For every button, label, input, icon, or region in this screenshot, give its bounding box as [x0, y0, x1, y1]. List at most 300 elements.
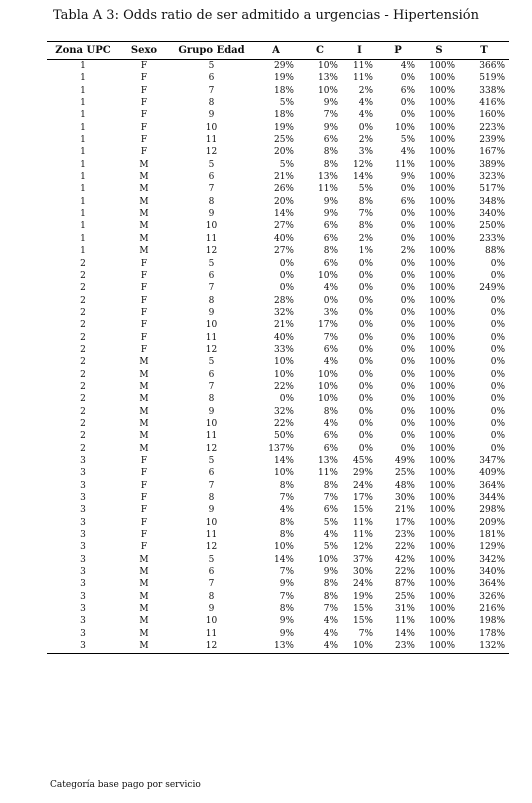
cell-sexo: F — [140, 110, 148, 121]
table-caption: Tabla A 3: Odds ratio de ser admitido a urgencias - Hipertensión — [53, 8, 479, 23]
cell-zona-upc: 3 — [80, 591, 86, 602]
cell-grupo-edad: 5 — [208, 159, 215, 170]
cell-a: 20% — [273, 196, 294, 207]
cell-c: 3% — [323, 307, 338, 318]
cell-a: 0% — [279, 394, 294, 405]
cell-sexo: M — [139, 418, 149, 429]
cell-t: 0% — [490, 406, 505, 417]
cell-grupo-edad: 7 — [208, 579, 215, 590]
cell-i: 0% — [358, 344, 373, 355]
table-row — [47, 480, 509, 492]
cell-grupo-edad: 10 — [205, 320, 218, 331]
cell-s: 100% — [429, 418, 455, 429]
cell-s: 100% — [429, 283, 455, 294]
cell-t: 326% — [479, 591, 505, 602]
cell-s: 100% — [429, 196, 455, 207]
cell-s: 100% — [429, 98, 455, 109]
cell-a: 20% — [273, 147, 294, 158]
cell-a: 137% — [268, 443, 294, 454]
cell-a: 28% — [273, 295, 294, 306]
cell-sexo: F — [140, 542, 148, 553]
cell-p: 0% — [400, 233, 415, 244]
cell-zona-upc: 1 — [80, 221, 86, 232]
header-t: T — [459, 42, 509, 60]
cell-sexo: F — [140, 480, 148, 491]
cell-t: 364% — [479, 579, 505, 590]
cell-sexo: M — [139, 381, 149, 392]
cell-s: 100% — [429, 591, 455, 602]
cell-i: 30% — [352, 567, 373, 578]
cell-zona-upc: 3 — [80, 493, 86, 504]
cell-s: 100% — [429, 517, 455, 528]
cell-zona-upc: 2 — [80, 307, 86, 318]
cell-t: 0% — [490, 270, 505, 281]
cell-p: 0% — [400, 369, 415, 380]
cell-c: 5% — [323, 517, 338, 528]
cell-i: 1% — [358, 246, 373, 257]
cell-zona-upc: 1 — [80, 135, 86, 146]
cell-s: 100% — [429, 147, 455, 158]
cell-zona-upc: 3 — [80, 567, 86, 578]
cell-s: 100% — [429, 209, 455, 220]
cell-zona-upc: 1 — [80, 110, 86, 121]
cell-a: 21% — [273, 320, 294, 331]
cell-c: 6% — [323, 233, 338, 244]
table-row — [47, 640, 509, 653]
cell-i: 29% — [352, 468, 373, 479]
table-row — [47, 208, 509, 220]
cell-s: 100% — [429, 493, 455, 504]
cell-i: 0% — [358, 418, 373, 429]
cell-i: 11% — [352, 73, 373, 84]
table-row — [47, 628, 509, 640]
cell-a: 7% — [279, 567, 294, 578]
table-row — [47, 603, 509, 615]
cell-zona-upc: 2 — [80, 283, 86, 294]
table-row — [47, 134, 509, 146]
cell-sexo: F — [140, 468, 148, 479]
cell-grupo-edad: 10 — [205, 221, 218, 232]
cell-t: 0% — [490, 307, 505, 318]
table-body — [47, 60, 509, 654]
cell-i: 24% — [352, 579, 373, 590]
cell-i: 8% — [358, 196, 373, 207]
cell-t: 0% — [490, 394, 505, 405]
cell-c: 10% — [317, 369, 338, 380]
cell-sexo: M — [139, 357, 149, 368]
cell-sexo: F — [140, 505, 148, 516]
cell-c: 4% — [323, 418, 338, 429]
cell-s: 100% — [429, 246, 455, 257]
cell-c: 6% — [323, 258, 338, 269]
cell-sexo: F — [140, 283, 148, 294]
cell-a: 50% — [273, 431, 294, 442]
cell-sexo: M — [139, 184, 149, 195]
cell-c: 10% — [317, 554, 338, 565]
header-sexo: Sexo — [119, 42, 169, 60]
cell-a: 9% — [279, 628, 294, 639]
cell-grupo-edad: 6 — [208, 567, 215, 578]
cell-p: 0% — [400, 270, 415, 281]
cell-sexo: F — [140, 98, 148, 109]
cell-p: 0% — [400, 320, 415, 331]
cell-t: 519% — [479, 73, 505, 84]
cell-s: 100% — [429, 73, 455, 84]
cell-i: 2% — [358, 85, 373, 96]
cell-t: 0% — [490, 357, 505, 368]
cell-c: 10% — [317, 270, 338, 281]
table-row — [47, 183, 509, 195]
table-row — [47, 443, 509, 455]
cell-s: 100% — [429, 628, 455, 639]
cell-t: 181% — [479, 530, 505, 541]
cell-sexo: M — [139, 579, 149, 590]
cell-sexo: M — [139, 591, 149, 602]
cell-grupo-edad: 12 — [205, 443, 218, 454]
cell-a: 21% — [273, 172, 294, 183]
cell-zona-upc: 1 — [80, 73, 86, 84]
cell-c: 10% — [317, 394, 338, 405]
table-row — [47, 159, 509, 171]
table-row — [47, 60, 509, 73]
cell-grupo-edad: 12 — [169, 640, 254, 653]
table-row — [47, 97, 509, 109]
cell-t: 338% — [479, 85, 505, 96]
cell-sexo: F — [140, 147, 148, 158]
cell-grupo-edad: 11 — [205, 530, 218, 541]
cell-i: 11% — [352, 530, 373, 541]
cell-grupo-edad: 8 — [208, 98, 215, 109]
cell-c: 9% — [323, 122, 338, 133]
cell-c: 4% — [323, 283, 338, 294]
table-row — [47, 517, 509, 529]
table-row — [47, 332, 509, 344]
table-row — [47, 109, 509, 121]
cell-i: 11% — [352, 61, 373, 71]
cell-a: 26% — [273, 184, 294, 195]
cell-grupo-edad: 12 — [205, 542, 218, 553]
table-row — [47, 122, 509, 134]
cell-zona-upc: 2 — [80, 381, 86, 392]
cell-s: 100% — [419, 640, 459, 653]
cell-t: 348% — [479, 196, 505, 207]
cell-a: 22% — [273, 381, 294, 392]
cell-a: 10% — [273, 468, 294, 479]
cell-t: 0% — [490, 431, 505, 442]
cell-i: 2% — [358, 135, 373, 146]
cell-c: 8% — [323, 480, 338, 491]
table-row — [47, 233, 509, 245]
table-row — [47, 344, 509, 356]
cell-t: 340% — [479, 567, 505, 578]
cell-zona-upc: 2 — [80, 406, 86, 417]
cell-a: 7% — [279, 493, 294, 504]
cell-a: 9% — [279, 579, 294, 590]
table-row — [47, 171, 509, 183]
cell-c: 10% — [317, 61, 338, 71]
table-row — [47, 615, 509, 627]
cell-t: 88% — [484, 246, 505, 257]
cell-zona-upc: 2 — [80, 332, 86, 343]
cell-s: 100% — [429, 456, 455, 466]
cell-grupo-edad: 9 — [208, 307, 215, 318]
cell-c: 4% — [298, 640, 342, 653]
table-row — [47, 258, 509, 270]
cell-a: 14% — [273, 209, 294, 220]
cell-s: 100% — [429, 258, 455, 269]
cell-sexo: M — [139, 369, 149, 380]
cell-t: 342% — [479, 554, 505, 565]
cell-s: 100% — [429, 61, 455, 71]
cell-a: 9% — [279, 616, 294, 627]
cell-t: 250% — [479, 221, 505, 232]
cell-zona-upc: 3 — [80, 530, 86, 541]
cell-t: 323% — [479, 172, 505, 183]
cell-zona-upc: 1 — [80, 61, 86, 71]
table-row — [47, 196, 509, 208]
cell-c: 13% — [317, 73, 338, 84]
cell-t: 209% — [479, 517, 505, 528]
cell-s: 100% — [429, 172, 455, 183]
cell-grupo-edad: 8 — [208, 591, 215, 602]
cell-t: 416% — [479, 98, 505, 109]
cell-grupo-edad: 12 — [205, 246, 218, 257]
cell-zona-upc: 3 — [80, 517, 86, 528]
table-row — [47, 492, 509, 504]
cell-a: 0% — [279, 258, 294, 269]
cell-p: 10% — [394, 122, 415, 133]
cell-p: 0% — [400, 110, 415, 121]
cell-zona-upc: 1 — [80, 85, 86, 96]
cell-grupo-edad: 7 — [208, 283, 215, 294]
cell-t: 0% — [490, 369, 505, 380]
cell-a: 32% — [273, 307, 294, 318]
cell-p: 0% — [400, 443, 415, 454]
cell-p: 23% — [377, 640, 419, 653]
cell-sexo: M — [139, 394, 149, 405]
table-row — [47, 467, 509, 479]
cell-a: 33% — [273, 344, 294, 355]
cell-p: 0% — [400, 332, 415, 343]
cell-sexo: M — [139, 443, 149, 454]
cell-p: 0% — [400, 73, 415, 84]
cell-c: 13% — [317, 456, 338, 466]
cell-i: 0% — [358, 431, 373, 442]
table-header-row — [47, 42, 509, 60]
cell-p: 0% — [400, 258, 415, 269]
cell-c: 8% — [323, 246, 338, 257]
cell-sexo: F — [140, 493, 148, 504]
cell-a: 18% — [273, 110, 294, 121]
cell-zona-upc: 3 — [80, 628, 86, 639]
cell-grupo-edad: 5 — [208, 554, 215, 565]
cell-c: 17% — [317, 320, 338, 331]
cell-a: 10% — [273, 369, 294, 380]
cell-grupo-edad: 9 — [208, 505, 215, 516]
cell-zona-upc: 3 — [80, 579, 86, 590]
cell-i: 7% — [358, 209, 373, 220]
cell-a: 0% — [279, 283, 294, 294]
cell-a: 27% — [273, 221, 294, 232]
cell-sexo: M — [139, 616, 149, 627]
cell-sexo: F — [140, 270, 148, 281]
cell-a: 27% — [273, 246, 294, 257]
cell-sexo: F — [140, 456, 148, 466]
cell-i: 0% — [358, 381, 373, 392]
cell-grupo-edad: 7 — [208, 85, 215, 96]
table-row — [47, 270, 509, 282]
cell-i: 3% — [358, 147, 373, 158]
cell-s: 100% — [429, 394, 455, 405]
cell-c: 8% — [323, 147, 338, 158]
cell-c: 4% — [323, 616, 338, 627]
cell-p: 9% — [400, 172, 415, 183]
cell-sexo: F — [140, 530, 148, 541]
cell-c: 8% — [323, 579, 338, 590]
cell-t: 216% — [479, 604, 505, 615]
table-row — [47, 72, 509, 84]
cell-a: 32% — [273, 406, 294, 417]
cell-grupo-edad: 6 — [208, 270, 215, 281]
cell-grupo-edad: 11 — [205, 135, 218, 146]
cell-i: 15% — [352, 616, 373, 627]
cell-s: 100% — [429, 357, 455, 368]
table-row — [47, 504, 509, 516]
cell-c: 13% — [317, 172, 338, 183]
cell-t: 198% — [479, 616, 505, 627]
cell-a: 19% — [273, 122, 294, 133]
cell-sexo: F — [140, 73, 148, 84]
table-row — [47, 356, 509, 368]
cell-s: 100% — [429, 307, 455, 318]
table-row — [47, 591, 509, 603]
cell-a: 8% — [279, 517, 294, 528]
cell-p: 6% — [400, 85, 415, 96]
cell-c: 4% — [323, 357, 338, 368]
cell-zona-upc: 3 — [80, 616, 86, 627]
cell-i: 0% — [358, 258, 373, 269]
cell-i: 0% — [358, 283, 373, 294]
table-row — [47, 529, 509, 541]
header-zona-upc: Zona UPC — [47, 42, 119, 60]
table-row — [47, 430, 509, 442]
cell-p: 0% — [400, 221, 415, 232]
cell-grupo-edad: 12 — [205, 344, 218, 355]
cell-zona-upc: 3 — [80, 542, 86, 553]
header-s: S — [419, 42, 459, 60]
cell-c: 10% — [317, 381, 338, 392]
cell-i: 2% — [358, 233, 373, 244]
cell-p: 0% — [400, 283, 415, 294]
cell-zona-upc: 2 — [80, 431, 86, 442]
cell-a: 8% — [279, 604, 294, 615]
cell-s: 100% — [429, 184, 455, 195]
cell-c: 4% — [323, 628, 338, 639]
cell-i: 5% — [358, 184, 373, 195]
cell-sexo: M — [139, 554, 149, 565]
cell-zona-upc: 2 — [80, 394, 86, 405]
table-row — [47, 381, 509, 393]
cell-c: 7% — [323, 604, 338, 615]
cell-s: 100% — [429, 505, 455, 516]
cell-c: 7% — [323, 493, 338, 504]
cell-grupo-edad: 7 — [208, 381, 215, 392]
cell-grupo-edad: 6 — [208, 468, 215, 479]
cell-grupo-edad: 7 — [208, 480, 215, 491]
cell-i: 0% — [358, 369, 373, 380]
cell-sexo: M — [139, 628, 149, 639]
cell-p: 4% — [400, 147, 415, 158]
table-row — [47, 418, 509, 430]
cell-grupo-edad: 10 — [205, 616, 218, 627]
table-row — [47, 369, 509, 381]
cell-t: 389% — [479, 159, 505, 170]
cell-s: 100% — [429, 406, 455, 417]
cell-s: 100% — [429, 110, 455, 121]
cell-i: 0% — [358, 295, 373, 306]
cell-zona-upc: 1 — [80, 196, 86, 207]
cell-p: 0% — [400, 184, 415, 195]
cell-sexo: M — [139, 246, 149, 257]
cell-t: 160% — [479, 110, 505, 121]
table-row — [47, 282, 509, 294]
cell-s: 100% — [429, 604, 455, 615]
cell-t: 0% — [490, 332, 505, 343]
cell-p: 30% — [394, 493, 415, 504]
cell-i: 7% — [358, 628, 373, 639]
cell-a: 7% — [279, 591, 294, 602]
cell-zona-upc: 2 — [80, 443, 86, 454]
cell-sexo: M — [139, 431, 149, 442]
cell-a: 19% — [273, 73, 294, 84]
cell-c: 10% — [317, 85, 338, 96]
cell-c: 6% — [323, 505, 338, 516]
table-row — [47, 85, 509, 97]
cell-t: 178% — [479, 628, 505, 639]
cell-i: 0% — [358, 406, 373, 417]
cell-sexo: F — [140, 320, 148, 331]
cell-s: 100% — [429, 122, 455, 133]
cell-p: 0% — [400, 98, 415, 109]
cell-zona-upc: 2 — [80, 369, 86, 380]
cell-p: 0% — [400, 344, 415, 355]
cell-p: 0% — [400, 381, 415, 392]
cell-s: 100% — [429, 554, 455, 565]
cell-s: 100% — [429, 579, 455, 590]
cell-i: 12% — [352, 159, 373, 170]
cell-sexo: M — [139, 406, 149, 417]
cell-c: 8% — [323, 159, 338, 170]
cell-c: 7% — [323, 332, 338, 343]
table-row — [47, 393, 509, 405]
cell-a: 0% — [279, 270, 294, 281]
cell-p: 5% — [400, 135, 415, 146]
cell-p: 6% — [400, 196, 415, 207]
cell-zona-upc: 1 — [80, 209, 86, 220]
cell-sexo: M — [139, 233, 149, 244]
cell-grupo-edad: 10 — [205, 418, 218, 429]
cell-s: 100% — [429, 542, 455, 553]
cell-grupo-edad: 9 — [208, 209, 215, 220]
cell-p: 0% — [400, 431, 415, 442]
cell-grupo-edad: 7 — [208, 184, 215, 195]
table-footnote: Categoría base pago por servicio — [50, 780, 201, 790]
cell-a: 14% — [273, 554, 294, 565]
cell-p: 0% — [400, 307, 415, 318]
cell-s: 100% — [429, 567, 455, 578]
cell-i: 4% — [358, 110, 373, 121]
cell-t: 344% — [479, 493, 505, 504]
